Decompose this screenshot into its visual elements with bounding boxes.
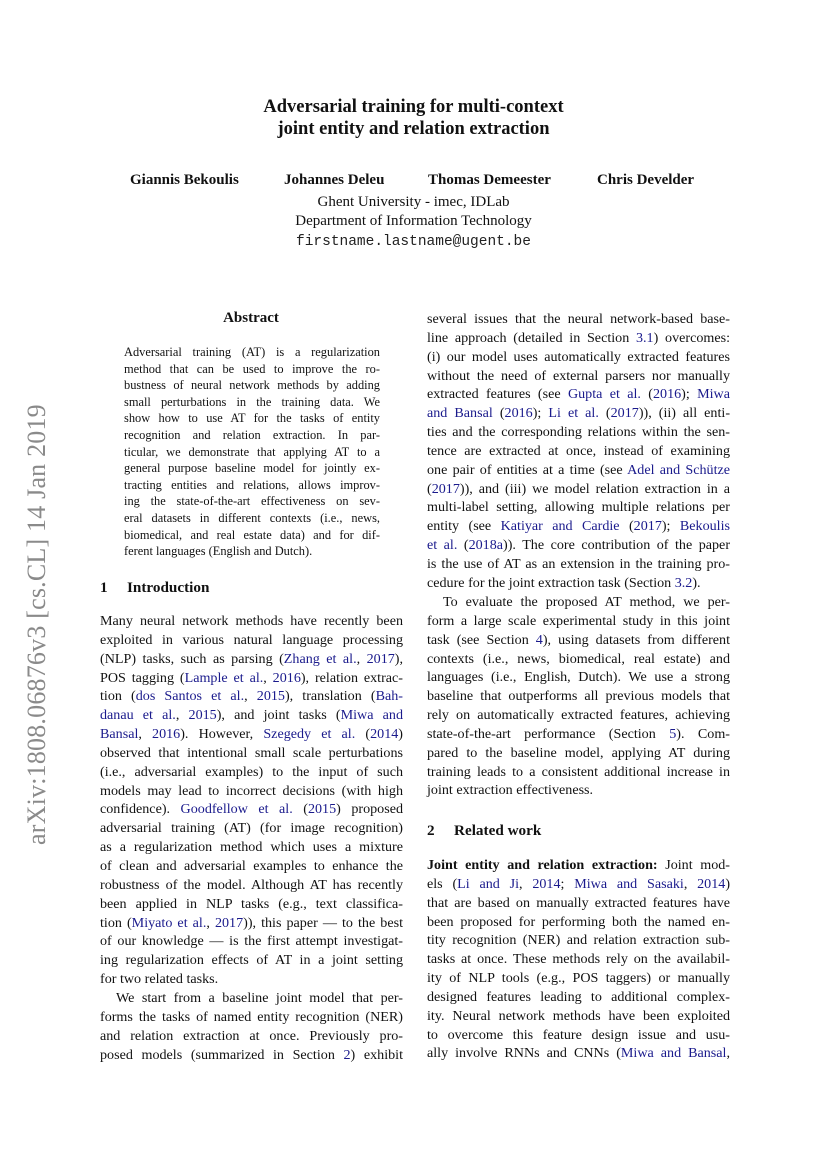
text-run: tity recognition (NER) and relation extraction sub- bbox=[427, 932, 730, 949]
abstract-line: ticular, we demonstrate that applying AT to a bbox=[124, 444, 380, 459]
text-run: We start from a baseline joint model that per- bbox=[116, 990, 403, 1006]
text-line bbox=[427, 687, 730, 706]
abstract-line: recognition and relation extraction. In par- bbox=[124, 427, 380, 442]
department: Department of Information Technology bbox=[295, 213, 532, 229]
text-run: ) exhibit bbox=[350, 1046, 403, 1063]
abstract-line: ferent languages (English and Dutch). bbox=[124, 544, 313, 559]
text-line bbox=[100, 782, 403, 801]
text-line bbox=[427, 744, 730, 763]
text-run: to overcome this feature design issue and usu- bbox=[427, 1026, 730, 1043]
intro-paragraph-1 bbox=[100, 612, 403, 989]
affiliation: Ghent University - imec, IDLab bbox=[317, 194, 510, 210]
text-run: ity of NLP tools (e.g., POS taggers) or manually bbox=[427, 970, 730, 987]
author-name: Giannis Bekoulis bbox=[130, 172, 239, 188]
text-line bbox=[100, 876, 403, 895]
citation-link[interactable]: Goodfellow et al. bbox=[180, 801, 293, 818]
text-run: languages (i.e., English, Dutch). We use a strong bbox=[427, 669, 730, 686]
text-line bbox=[427, 668, 730, 687]
citation-link[interactable]: Zhang et al. bbox=[283, 650, 357, 667]
text-run: ). However, bbox=[180, 726, 264, 743]
text-line bbox=[100, 819, 403, 838]
text-run: ally involve RNNs and CNNs ( bbox=[427, 1045, 621, 1062]
author-email: firstname.lastname@ugent.be bbox=[296, 234, 531, 250]
text-run: )), and (iii) we model relation extraction in a bbox=[459, 480, 730, 497]
paragraph-run-in-heading: Joint entity and relation extraction: bbox=[427, 857, 658, 873]
text-run: ); bbox=[681, 386, 698, 403]
text-line bbox=[427, 650, 730, 669]
citation-link[interactable]: Lample et al. bbox=[184, 669, 264, 686]
text-run: , bbox=[726, 1045, 730, 1062]
text-line bbox=[427, 329, 730, 348]
text-run: designed features leading to additional complex- bbox=[427, 988, 730, 1005]
text-line bbox=[427, 988, 730, 1007]
text-line bbox=[427, 404, 730, 423]
text-run: ). Com- bbox=[676, 725, 730, 742]
intro-paragraph-2-continued bbox=[427, 310, 730, 593]
text-line bbox=[427, 1026, 730, 1045]
citation-link[interactable]: 4 bbox=[535, 631, 543, 648]
text-run: adversarial training (AT) (for image recognition) bbox=[100, 820, 403, 837]
text-run: )). The core contribution of the paper bbox=[503, 537, 731, 554]
text-run: ), bbox=[394, 650, 403, 667]
text-line bbox=[427, 517, 730, 536]
text-run: models may lead to incorrect decisions (with high bbox=[100, 782, 403, 799]
section-heading-related-work bbox=[427, 822, 541, 840]
text-run: els ( bbox=[427, 875, 458, 892]
citation-link[interactable]: et al. bbox=[427, 537, 458, 554]
text-line bbox=[427, 725, 730, 744]
text-run: is the use of AT as an extension in the training pro- bbox=[427, 555, 730, 572]
text-line bbox=[427, 423, 730, 442]
text-line bbox=[427, 367, 730, 386]
text-run: (i.e., adversarial examples) to the input of such bbox=[100, 763, 403, 780]
text-run: ), and joint tasks ( bbox=[216, 707, 341, 724]
arxiv-stamp: arXiv:1808.06876v3 [cs.CL] 14 Jan 2019 bbox=[22, 404, 51, 845]
citation-link[interactable]: 2014 bbox=[697, 875, 726, 892]
text-run: without the need of external parsers nor manually bbox=[427, 367, 730, 384]
text-run: )), (ii) all enti- bbox=[638, 405, 731, 422]
citation-link[interactable]: 2015 bbox=[188, 707, 217, 724]
citation-link[interactable]: 3.1 bbox=[635, 329, 654, 346]
text-line bbox=[100, 763, 403, 782]
citation-link[interactable]: Miwa and bbox=[340, 707, 403, 724]
intro-paragraph-2 bbox=[100, 989, 403, 1064]
author-name: Johannes Deleu bbox=[284, 172, 385, 188]
citation-link[interactable]: Bansal bbox=[100, 726, 139, 743]
text-run: tion ( bbox=[100, 914, 132, 931]
text-run: cedure for the joint extraction task (Section bbox=[427, 574, 675, 591]
text-run: , bbox=[519, 875, 533, 892]
section-heading-introduction bbox=[100, 579, 209, 597]
text-line bbox=[427, 442, 730, 461]
text-run: ( bbox=[619, 518, 634, 535]
text-line bbox=[427, 385, 730, 404]
title-line-1: Adversarial training for multi-context bbox=[263, 97, 564, 117]
text-run: pared to the baseline model, applying AT during bbox=[427, 744, 730, 761]
text-line bbox=[427, 1044, 730, 1063]
text-run: , bbox=[356, 650, 367, 667]
paper-title bbox=[0, 96, 827, 140]
citation-link[interactable]: Adel and Schütze bbox=[627, 461, 730, 478]
author-name: Chris Develder bbox=[597, 172, 695, 188]
title-line-2: joint entity and relation extraction bbox=[277, 119, 550, 139]
text-line bbox=[427, 894, 730, 913]
text-run: ) bbox=[398, 726, 403, 743]
text-run: To evaluate the proposed AT method, we per- bbox=[443, 594, 730, 610]
text-line bbox=[100, 612, 403, 631]
citation-link[interactable]: Bekoulis bbox=[679, 518, 730, 535]
text-run: been proposed for performing both the named en- bbox=[427, 913, 730, 930]
text-run: for two related tasks. bbox=[100, 971, 219, 988]
citation-link[interactable]: 2016 bbox=[652, 386, 682, 403]
text-line bbox=[427, 781, 730, 800]
text-line bbox=[427, 631, 730, 650]
text-run: ing regularization effects of AT in a joint setting bbox=[100, 952, 403, 969]
text-line bbox=[427, 480, 730, 499]
text-run: one pair of entities at a time (see bbox=[427, 461, 628, 478]
text-run: ( bbox=[640, 386, 653, 403]
text-run: entity (see bbox=[427, 518, 501, 535]
text-run: )), this paper — to the best bbox=[243, 914, 403, 931]
citation-link[interactable]: Gupta et al. bbox=[567, 386, 641, 403]
text-line bbox=[427, 348, 730, 367]
text-run: ity. Neural network methods have been exploited bbox=[427, 1007, 730, 1024]
text-run: ), relation extrac- bbox=[300, 669, 403, 686]
text-run: tion ( bbox=[100, 688, 136, 705]
text-run: observed that intentional small scale perturbations bbox=[100, 744, 403, 761]
abstract-heading: Abstract bbox=[223, 310, 279, 326]
text-run: of our knowledge — is the first attempt investigat- bbox=[100, 933, 403, 950]
text-line bbox=[100, 650, 403, 669]
text-run: , bbox=[244, 688, 257, 705]
section-title: Introduction bbox=[127, 579, 210, 596]
text-line bbox=[100, 932, 403, 951]
citation-link[interactable]: Szegedy et al. bbox=[263, 726, 356, 743]
text-line bbox=[427, 555, 730, 574]
citation-link[interactable]: Miwa bbox=[697, 386, 730, 403]
text-line bbox=[100, 989, 403, 1008]
text-line bbox=[100, 631, 403, 650]
text-run: several issues that the neural network-based base- bbox=[427, 311, 730, 327]
text-line bbox=[427, 931, 730, 950]
text-run: state-of-the-art performance (Section bbox=[427, 725, 670, 742]
text-line bbox=[100, 838, 403, 857]
text-run: exploited in various natural language processing bbox=[100, 631, 403, 648]
citation-link[interactable]: Miwa and Sasaki bbox=[574, 875, 684, 892]
text-run: that are based on manually extracted features have bbox=[427, 894, 730, 911]
text-run: , bbox=[138, 726, 153, 743]
text-run: (i) our model uses automatically extracted features bbox=[427, 348, 730, 365]
abstract-line: general purpose baseline model for jointly ex- bbox=[124, 461, 380, 476]
author-name: Thomas Demeester bbox=[428, 172, 551, 188]
text-run: ( bbox=[457, 537, 469, 554]
text-run: , bbox=[175, 707, 189, 724]
section-number: 1 bbox=[100, 579, 108, 596]
text-line bbox=[100, 951, 403, 970]
abstract-line: small perturbations in the training data. We bbox=[124, 394, 380, 409]
text-run: Joint mod- bbox=[657, 857, 730, 873]
citation-link[interactable]: 2 bbox=[343, 1046, 351, 1063]
text-run: ); bbox=[532, 405, 549, 422]
citation-link[interactable]: 2014 bbox=[370, 726, 399, 743]
citation-link[interactable]: Li and Ji bbox=[457, 875, 519, 892]
citation-link[interactable]: 2015 bbox=[307, 801, 337, 818]
text-line bbox=[427, 969, 730, 988]
text-line bbox=[100, 800, 403, 819]
abstract-body bbox=[124, 344, 380, 560]
citation-link[interactable]: Bah- bbox=[375, 688, 403, 705]
citation-link[interactable]: 2016 bbox=[152, 726, 181, 743]
text-line bbox=[427, 310, 730, 329]
text-run: ). bbox=[692, 574, 701, 591]
text-run: been applied in NLP tasks (e.g., text classifica- bbox=[100, 895, 403, 912]
text-line bbox=[427, 913, 730, 932]
citation-link[interactable]: 3.2 bbox=[674, 574, 693, 591]
text-line bbox=[427, 856, 730, 875]
text-run: robustness of the model. Although AT has recently bbox=[100, 876, 403, 893]
citation-link[interactable]: 2018a bbox=[468, 537, 504, 554]
citation-link[interactable]: 2017 bbox=[633, 518, 662, 535]
text-run: tence are extracted at once, instead of examining bbox=[427, 442, 730, 459]
text-line bbox=[100, 1027, 403, 1046]
text-run: extracted features (see bbox=[427, 386, 568, 403]
text-run: forms the tasks of named entity recognition (NER) bbox=[100, 1008, 403, 1025]
abstract-line: show how to use AT for the tasks of entity bbox=[124, 411, 380, 426]
text-line bbox=[100, 857, 403, 876]
text-run: form a large scale experimental study in this joint bbox=[427, 612, 730, 629]
citation-link[interactable]: dos Santos et al. bbox=[135, 688, 245, 705]
text-line bbox=[100, 914, 403, 933]
citation-link[interactable]: 2016 bbox=[504, 405, 533, 422]
abstract-line: eral datasets in different contexts (i.e., news, bbox=[124, 510, 380, 525]
abstract-line: method that can be used to improve the ro- bbox=[124, 361, 380, 376]
text-line bbox=[427, 706, 730, 725]
text-run: POS tagging ( bbox=[100, 669, 185, 686]
related-work-paragraph-1 bbox=[427, 856, 730, 1063]
text-run: ) bbox=[725, 875, 731, 892]
text-run: task (see Section bbox=[427, 631, 536, 648]
text-run: and relation extraction at once. Previously pro- bbox=[100, 1027, 403, 1044]
text-run: ( bbox=[355, 726, 371, 743]
text-line bbox=[100, 744, 403, 763]
text-run: training leads to a consistent additional increase in bbox=[427, 763, 730, 780]
text-run: line approach (detailed in Section bbox=[427, 329, 636, 346]
citation-link[interactable]: 2017 bbox=[366, 650, 395, 667]
citation-link[interactable]: 2017 bbox=[431, 480, 460, 497]
citation-link[interactable]: danau et al. bbox=[100, 707, 176, 724]
text-run: ) overcomes: bbox=[653, 329, 730, 346]
text-line bbox=[100, 895, 403, 914]
text-line bbox=[100, 725, 403, 744]
text-run: ), using datasets from different bbox=[542, 631, 730, 648]
text-run: ( bbox=[427, 480, 432, 497]
text-run: ( bbox=[492, 405, 505, 422]
intro-paragraph-3 bbox=[427, 593, 730, 800]
text-line bbox=[100, 1046, 403, 1065]
citation-link[interactable]: Katiyar and Cardie bbox=[500, 518, 620, 535]
citation-link[interactable]: Li et al. bbox=[548, 405, 599, 422]
text-line bbox=[427, 461, 730, 480]
text-run: confidence). bbox=[100, 801, 181, 818]
text-run: ), translation ( bbox=[284, 688, 376, 705]
text-run: ) proposed bbox=[336, 801, 404, 818]
text-run: Many neural network methods have recently been bbox=[100, 613, 403, 629]
text-run: , bbox=[206, 914, 215, 931]
text-line bbox=[427, 593, 730, 612]
citation-link[interactable]: 2014 bbox=[532, 875, 561, 892]
abstract-line: biomedical, and real estate data) and for dif- bbox=[124, 527, 380, 542]
text-run: ; bbox=[560, 875, 575, 892]
abstract-line: ing the state-of-the-art effectiveness on sev- bbox=[124, 494, 380, 509]
text-run: posed models (summarized in Section bbox=[100, 1046, 344, 1063]
text-line bbox=[427, 763, 730, 782]
abstract-line: Adversarial training (AT) is a regularization bbox=[124, 345, 380, 359]
text-run: ( bbox=[598, 405, 611, 422]
text-run: ); bbox=[661, 518, 680, 535]
citation-link[interactable]: 2016 bbox=[272, 669, 301, 686]
abstract-line: bustness of neural network methods by adding bbox=[124, 378, 380, 393]
section-number: 2 bbox=[427, 822, 435, 839]
text-line bbox=[427, 574, 730, 593]
text-line bbox=[100, 1008, 403, 1027]
text-run: ( bbox=[292, 801, 308, 818]
text-line bbox=[100, 970, 403, 989]
text-line bbox=[427, 950, 730, 969]
abstract-line: tracting entities and relations, allows improv- bbox=[124, 477, 380, 492]
text-line bbox=[100, 669, 403, 688]
text-line bbox=[100, 687, 403, 706]
citation-link[interactable]: Miwa and Bansal bbox=[620, 1045, 727, 1062]
text-run: rely on automatically extracted features, achieving bbox=[427, 707, 730, 724]
text-run: contexts (i.e., news, biomedical, real estate) and bbox=[427, 650, 730, 667]
text-line bbox=[427, 498, 730, 517]
text-line bbox=[427, 612, 730, 631]
citation-link[interactable]: 2015 bbox=[256, 688, 285, 705]
text-run: tasks at once. These methods rely on the availabil- bbox=[427, 951, 730, 968]
text-run: ties and the corresponding relations within the sen- bbox=[427, 424, 730, 441]
text-run: as a regularization method which uses a mixture bbox=[100, 839, 403, 856]
text-line bbox=[427, 536, 730, 555]
text-run: , bbox=[263, 669, 273, 686]
text-line bbox=[427, 875, 730, 894]
text-run: , bbox=[683, 875, 698, 892]
citation-link[interactable]: 2017 bbox=[214, 914, 244, 931]
citation-link[interactable]: 5 bbox=[669, 725, 677, 742]
text-run: (NLP) tasks, such as parsing ( bbox=[100, 650, 284, 667]
section-title: Related work bbox=[454, 822, 542, 839]
text-line bbox=[100, 706, 403, 725]
citation-link[interactable]: Miyato et al. bbox=[131, 914, 207, 931]
text-run: of clean and adversarial examples to enhance the bbox=[100, 857, 403, 874]
citation-link[interactable]: 2017 bbox=[610, 405, 639, 422]
text-run: baseline that outperforms all previous models that bbox=[427, 688, 730, 705]
text-line bbox=[427, 1007, 730, 1026]
text-run: joint extraction effectiveness. bbox=[427, 782, 594, 799]
text-run: multi-label setting, allowing multiple relations per bbox=[427, 499, 730, 516]
citation-link[interactable]: and Bansal bbox=[427, 405, 493, 422]
